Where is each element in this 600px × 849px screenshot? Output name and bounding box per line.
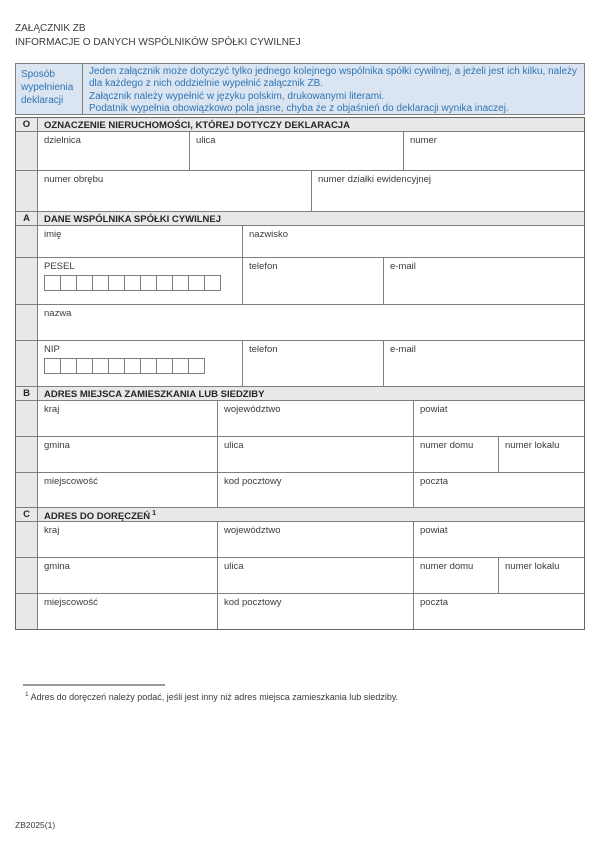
field-telefon-osoby[interactable] [243, 258, 384, 304]
row-strip [16, 226, 38, 257]
field-label: numer domu [420, 561, 474, 572]
digit-box[interactable] [172, 275, 189, 291]
digit-box[interactable] [140, 358, 157, 374]
digit-box[interactable] [156, 275, 173, 291]
section-b-title: ADRES MIEJSCA ZAMIESZKANIA LUB SIEDZIBY [44, 389, 265, 400]
field-label: e-mail [390, 344, 416, 355]
digit-box[interactable] [188, 358, 205, 374]
field-nazwa[interactable] [38, 305, 584, 340]
table-row [16, 341, 584, 387]
attachment-code: ZAŁĄCZNIK ZB [15, 23, 86, 34]
table-row [16, 132, 584, 171]
footnote-divider [23, 684, 165, 686]
field-ulica-nieruchomosci[interactable] [190, 132, 404, 170]
field-label: kod pocztowy [224, 597, 282, 608]
table-row [16, 522, 584, 558]
field-label: kraj [44, 404, 60, 415]
field-numer-obrebu[interactable] [38, 171, 312, 211]
table-row [16, 258, 584, 305]
row-strip [16, 305, 38, 340]
field-b-numer-domu[interactable] [414, 437, 499, 472]
field-label: numer [410, 135, 437, 146]
field-label: województwo [224, 525, 281, 536]
field-label: dzielnica [44, 135, 81, 146]
field-telefon-firmy[interactable] [243, 341, 384, 386]
digit-box[interactable] [204, 275, 221, 291]
field-label: województwo [224, 404, 281, 415]
field-label: ulica [224, 561, 244, 572]
field-c-ulica[interactable] [218, 558, 414, 593]
digit-box[interactable] [92, 358, 109, 374]
field-nip[interactable] [38, 341, 243, 386]
digit-box[interactable] [124, 358, 141, 374]
section-a-header [16, 212, 584, 226]
row-strip [16, 594, 38, 629]
fill-instructions-box [15, 63, 585, 115]
field-label: numer lokalu [505, 561, 560, 572]
field-c-kraj[interactable] [38, 522, 218, 557]
field-c-numer-lokalu[interactable] [499, 558, 584, 593]
section-o-letter: O [16, 118, 38, 131]
field-label: nazwa [44, 308, 72, 319]
section-b-letter: B [16, 387, 38, 400]
document-title [15, 22, 301, 50]
field-b-numer-lokalu[interactable] [499, 437, 584, 472]
field-label: powiat [420, 525, 448, 536]
row-strip [16, 341, 38, 386]
field-label: imię [44, 229, 62, 240]
instruction-line-1: Jeden załącznik może dotyczyć tylko jednego kolejnego wspólnika spółki cywilnej, a jeżeli jest ich kilku, należy dla każdego z nich oddzielnie wypełnić załącznik ZB. [89, 66, 578, 90]
table-row [16, 558, 584, 594]
field-label: gmina [44, 561, 70, 572]
field-dzielnica[interactable] [38, 132, 190, 170]
field-pesel[interactable] [38, 258, 243, 304]
table-row [16, 473, 584, 508]
field-numer-nieruchomosci[interactable] [404, 132, 584, 170]
digit-box[interactable] [76, 275, 93, 291]
row-strip [16, 522, 38, 557]
field-label: poczta [420, 476, 448, 487]
field-label: numer domu [420, 440, 474, 451]
field-label: NIP [44, 344, 60, 355]
section-c-letter: C [16, 508, 38, 521]
field-label: kod pocztowy [224, 476, 282, 487]
field-label: numer działki ewidencyjnej [318, 174, 431, 185]
instructions-label: Sposób wypełnienia deklaracji [16, 64, 83, 114]
footnote [25, 691, 398, 702]
digit-box[interactable] [108, 275, 125, 291]
nip-digit-boxes [44, 358, 242, 374]
section-a-title: DANE WSPÓLNIKA SPÓŁKI CYWILNEJ [44, 214, 221, 225]
digit-box[interactable] [108, 358, 125, 374]
table-row [16, 594, 584, 629]
pesel-digit-boxes [44, 275, 242, 291]
footnote-text: Adres do doręczeń należy podać, jeśli jest inny niż adres miejsca zamieszkania lub siedziby. [30, 692, 399, 702]
section-o-header [16, 118, 584, 132]
form-version-code: ZB2025(1) [15, 820, 56, 830]
field-label: ulica [224, 440, 244, 451]
field-c-kod-pocztowy[interactable] [218, 594, 414, 629]
digit-box[interactable] [44, 275, 61, 291]
row-strip [16, 132, 38, 170]
table-row [16, 437, 584, 473]
field-b-kod-pocztowy[interactable] [218, 473, 414, 507]
section-o-title: OZNACZENIE NIERUCHOMOŚCI, KTÓREJ DOTYCZY DEKLARACJA [44, 120, 350, 131]
footnote-reference: 1 [152, 510, 156, 517]
section-b-header [16, 387, 584, 401]
digit-box[interactable] [60, 275, 77, 291]
field-label: gmina [44, 440, 70, 451]
instruction-line-2: Załącznik należy wypełnić w języku polskim, drukowanymi literami. [89, 90, 385, 102]
instruction-line-3: Podatnik wypełnia obowiązkowo pola jasne, chyba że z objaśnień do deklaracji wynika inaczej. [89, 103, 509, 115]
field-imie[interactable] [38, 226, 243, 257]
field-email-osoby[interactable] [384, 258, 584, 304]
field-label: numer lokalu [505, 440, 560, 451]
row-strip [16, 473, 38, 507]
field-label: powiat [420, 404, 448, 415]
field-label: e-mail [390, 261, 416, 272]
table-row [16, 171, 584, 212]
field-label: ulica [196, 135, 216, 146]
field-email-firmy[interactable] [384, 341, 584, 386]
section-c-title [38, 508, 584, 521]
field-numer-dzialki[interactable] [312, 171, 584, 211]
table-row [16, 226, 584, 258]
footnote-number: 1 [25, 691, 29, 698]
digit-box[interactable] [124, 275, 141, 291]
field-c-wojewodztwo[interactable] [218, 522, 414, 557]
field-c-poczta[interactable] [414, 594, 584, 629]
field-label: numer obrębu [44, 174, 104, 185]
digit-box[interactable] [188, 275, 205, 291]
digit-box[interactable] [172, 358, 189, 374]
row-strip [16, 258, 38, 304]
field-c-numer-domu[interactable] [414, 558, 499, 593]
field-label: telefon [249, 344, 278, 355]
field-b-miejscowosc[interactable] [38, 473, 218, 507]
field-c-powiat[interactable] [414, 522, 584, 557]
field-b-poczta[interactable] [414, 473, 584, 507]
field-b-gmina[interactable] [38, 437, 218, 472]
field-label: miejscowość [44, 597, 98, 608]
row-strip [16, 437, 38, 472]
field-b-ulica[interactable] [218, 437, 414, 472]
digit-box[interactable] [76, 358, 93, 374]
section-a-letter: A [16, 212, 38, 225]
row-strip [16, 171, 38, 211]
field-nazwisko[interactable] [243, 226, 584, 257]
table-row [16, 401, 584, 437]
attachment-subtitle: INFORMACJE O DANYCH WSPÓLNIKÓW SPÓŁKI CYWILNEJ [15, 37, 301, 48]
field-c-gmina[interactable] [38, 558, 218, 593]
field-b-kraj[interactable] [38, 401, 218, 436]
digit-box[interactable] [92, 275, 109, 291]
digit-box[interactable] [156, 358, 173, 374]
field-c-miejscowosc[interactable] [38, 594, 218, 629]
section-c-header [16, 508, 584, 522]
table-row [16, 305, 584, 341]
field-label: nazwisko [249, 229, 289, 240]
field-b-wojewodztwo[interactable] [218, 401, 414, 436]
section-c-title-text: ADRES DO DORĘCZEŃ [44, 511, 151, 523]
digit-box[interactable] [44, 358, 61, 374]
digit-box[interactable] [140, 275, 157, 291]
field-label: kraj [44, 525, 60, 536]
field-label: PESEL [44, 261, 75, 272]
row-strip [16, 558, 38, 593]
field-label: telefon [249, 261, 278, 272]
row-strip [16, 401, 38, 436]
form-table [15, 117, 585, 630]
field-label: miejscowość [44, 476, 98, 487]
digit-box[interactable] [60, 358, 77, 374]
field-label: poczta [420, 597, 448, 608]
field-b-powiat[interactable] [414, 401, 584, 436]
instructions-text [83, 64, 584, 114]
